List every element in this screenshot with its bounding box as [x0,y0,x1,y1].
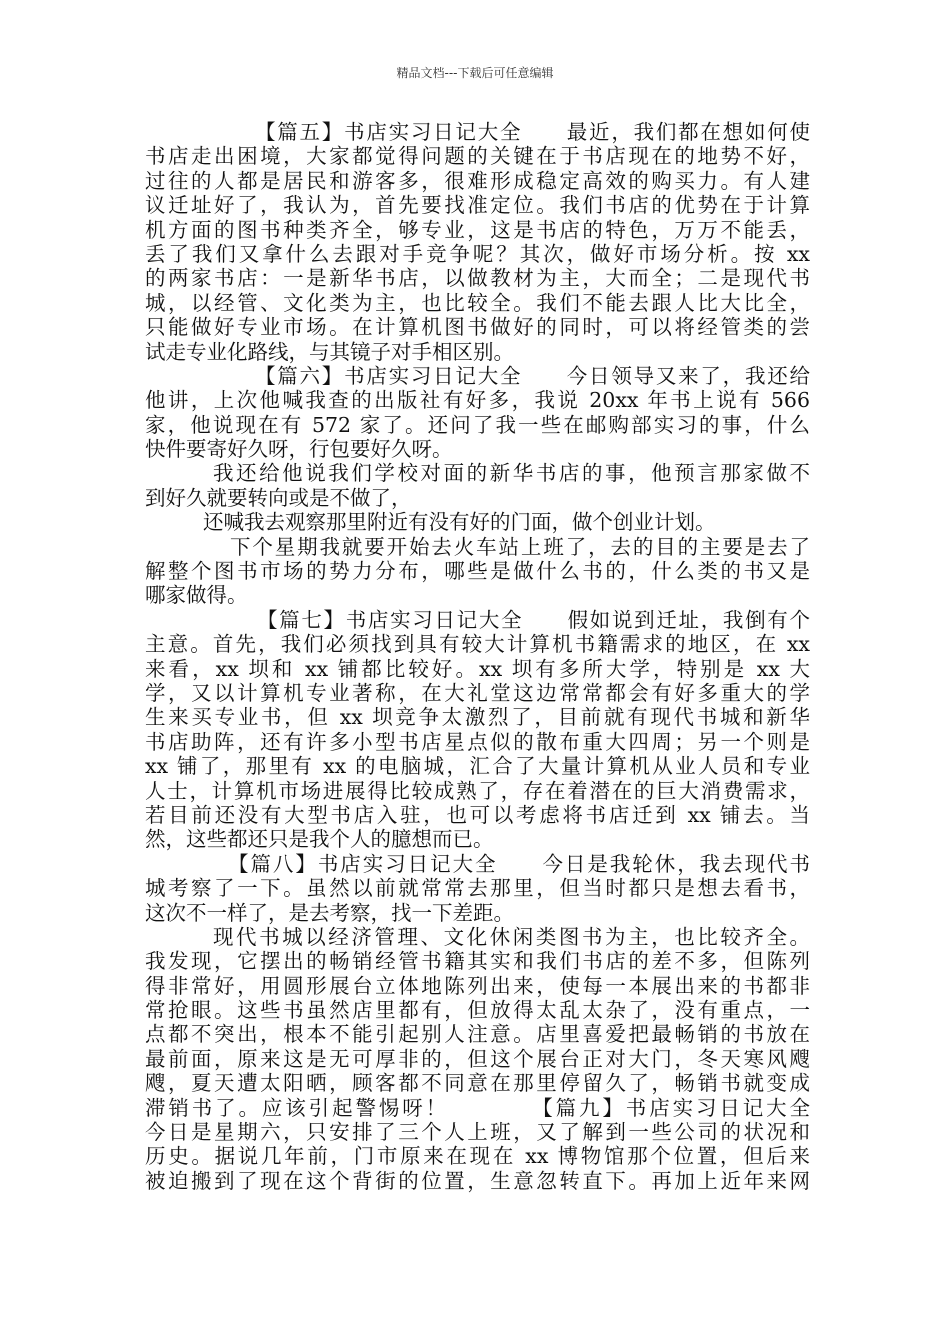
text-line: 学，又以计算机专业著称，在大礼堂这边常常都会有好多重大的学 [145,680,810,705]
text-line: 来看，xx 坝和 xx 铺都比较好。xx 坝有多所大学，特别是 xx 大 [145,656,810,681]
text-line: 的两家书店：一是新华书店，以做教材为主，大而全；二是现代书 [145,266,810,291]
text-line: 被迫搬到了现在这个背街的位置，生意忽转直下。再加上近年来网 [145,1168,810,1193]
text-line: 得非常好，用圆形展台立体地陈列出来，使每一本展出来的书都非 [145,973,810,998]
text-line: 人士，计算机市场进展得比较成熟了，存在着潜在的巨大消费需求， [145,778,810,803]
text-line: 只能做好专业市场。在计算机图书做好的同时，可以将经管类的尝 [145,315,810,340]
text-line: 下个星期我就要开始去火车站上班了，去的目的主要是去了 [230,534,810,559]
text-line: 现代书城以经济管理、文化休闲类图书为主，也比较齐全。 [213,924,810,949]
text-line: 丢了我们又拿什么去跟对手竞争呢？其次，做好市场分析。按 xx [145,241,810,266]
text-line: 解整个图书市场的势力分布，哪些是做什么书的，什么类的书又是 [145,559,810,584]
text-line: 过往的人都是居民和游客多，很难形成稳定高效的购买力。有人建 [145,168,810,193]
text-line: 飕，夏天遭太阳晒，顾客都不同意在那里停留久了，畅销书就变成 [145,1071,810,1096]
text-line: 主意。首先，我们必须找到具有较大计算机书籍需求的地区，在 xx [145,632,810,657]
text-line: 常抢眼。这些书虽然店里都有，但放得太乱太杂了，没有重点，一 [145,998,810,1023]
document-body [145,120,810,1193]
text-line: 【篇六】书店实习日记大全 今日领导又来了，我还给 [255,363,810,388]
text-line: 点都不突出，根本不能引起别人注意。店里喜爱把最畅销的书放在 [145,1022,810,1047]
text-line: 哪家做得。 [145,583,248,608]
text-line: 今日是星期六，只安排了三个人上班，又了解到一些公司的状况和 [145,1120,810,1145]
text-line: 【篇五】书店实习日记大全 最近，我们都在想如何使 [255,120,810,144]
text-line: xx 铺了，那里有 xx 的电脑城，汇合了大量计算机从业人员和专业 [145,754,810,779]
text-line: 【篇七】书店实习日记大全 假如说到迁址，我倒有个 [257,607,810,632]
text-line: 若目前还没有大型书店入驻，也可以考虑将书店迁到 xx 铺去。当 [145,802,810,827]
page-header: 精品文档---下载后可任意编辑 [396,66,554,80]
text-line: 到好久就要转向或是不做了， [145,485,412,510]
text-line: 城考察了一下。虽然以前就常常去那里，但当时都只是想去看书， [145,876,810,901]
text-line: 然，这些都还只是我个人的臆想而已。 [145,827,494,852]
text-line: 滞销书了。应该引起警惕呀！ 【篇九】书店实习日记大全 [145,1095,810,1120]
text-line: 书店助阵，还有许多小型书店星点似的散布重大四周；另一个则是 [145,729,810,754]
text-line: 我发现，它摆出的畅销经管书籍其实和我们书店的差不多，但陈列 [145,949,810,974]
text-line: 他讲，上次他喊我查的出版社有好多，我说 20xx 年书上说有 566 [145,388,810,413]
text-line: 最前面，原来这是无可厚非的，但这个展台正对大门，冬天寒风飕 [145,1046,810,1071]
text-line: 书店走出困境，大家都觉得问题的关键在于书店现在的地势不好， [145,144,810,169]
text-line: 议迁址好了，我认为，首先要找准定位。我们书店的优势在于计算 [145,193,810,218]
text-line: 生来买专业书，但 xx 坝竞争太激烈了，目前就有现代书城和新华 [145,705,810,730]
text-line: 历史。据说几年前，门市原来在现在 xx 博物馆那个位置，但后来 [145,1144,810,1169]
text-line: 还喊我去观察那里附近有没有好的门面，做个创业计划。 [203,510,716,535]
text-line: 这次不一样了，是去考察，找一下差距。 [145,900,514,925]
text-line: 城，以经管、文化类为主，也比较全。我们不能去跟人比大比全， [145,290,810,315]
text-line: 快件要寄好久呀，行包要好久呀。 [145,437,453,462]
text-line: 机方面的图书种类齐全，够专业，这是书店的特色，万万不能丢， [145,217,810,242]
text-line: 【篇八】书店实习日记大全 今日是我轮休，我去现代书 [228,851,810,876]
text-line: 我还给他说我们学校对面的新华书店的事，他预言那家做不 [213,461,810,486]
text-line: 家，他说现在有 572 家了。还问了我一些在邮购部实习的事，什么 [145,412,810,437]
text-line: 试走专业化路线，与其镜子对手相区别。 [145,339,514,364]
